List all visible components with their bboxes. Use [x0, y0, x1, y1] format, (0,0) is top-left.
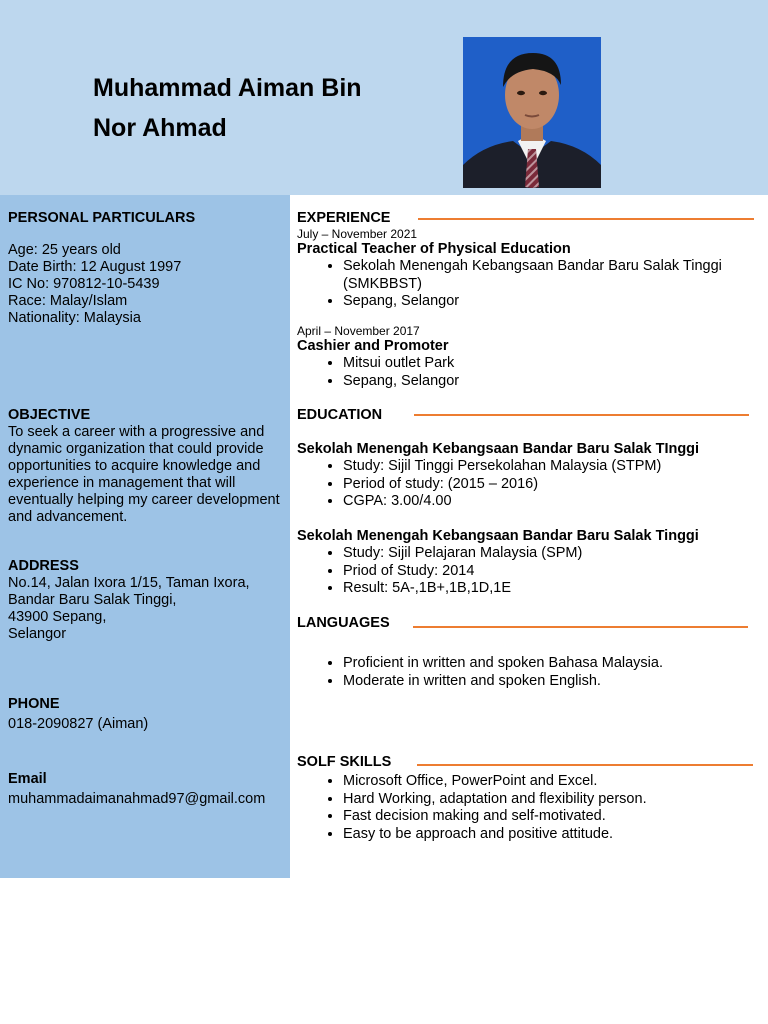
skill-bullet: • Fast decision making and self-motivated. — [343, 808, 762, 826]
skill-bullet: • Microsoft Office, PowerPoint and Excel. — [343, 773, 762, 791]
profile-photo — [463, 37, 601, 188]
school-bullet: • Study: Sijil Tinggi Persekolahan Malaysia (STPM) — [343, 458, 762, 476]
personal-race: Race: Malay/Islam — [8, 293, 128, 309]
personal-age: Age: 25 years old — [8, 242, 121, 258]
education-school-2 — [297, 528, 762, 598]
phone-title: PHONE — [8, 696, 60, 712]
skill-bullets — [297, 773, 762, 843]
job-date: April – November 2017 — [297, 324, 420, 338]
email-section — [8, 771, 286, 808]
skills-divider — [417, 764, 753, 766]
language-bullet: • Moderate in written and spoken English. — [343, 673, 762, 691]
languages-title: LANGUAGES — [297, 615, 390, 631]
experience-title: EXPERIENCE — [297, 210, 391, 226]
language-bullets — [297, 655, 762, 690]
phone-section — [8, 696, 286, 733]
job-bullet: • Mitsui outlet Park — [343, 355, 762, 373]
job-bullet: • Sepang, Selangor — [343, 293, 762, 311]
address-line: Bandar Baru Salak Tinggi, — [8, 592, 177, 608]
languages-divider — [413, 626, 748, 628]
job-bullets — [297, 355, 762, 390]
candidate-name — [93, 68, 362, 148]
language-bullet: • Proficient in written and spoken Bahasa Malaysia. — [343, 655, 762, 673]
school-bullet: • Priod of Study: 2014 — [343, 563, 762, 581]
personal-particulars-title: PERSONAL PARTICULARS — [8, 210, 196, 226]
address-title: ADDRESS — [8, 558, 79, 574]
name-line-1: Muhammad Aiman Bin — [93, 74, 362, 102]
skill-bullet: • Easy to be approach and positive attitude. — [343, 826, 762, 844]
school-bullet: • Result: 5A-,1B+,1B,1D,1E — [343, 580, 762, 598]
skills-title: SOLF SKILLS — [297, 754, 392, 770]
email-title: Email — [8, 771, 47, 787]
job-role: Cashier and Promoter — [297, 338, 449, 354]
address-line: 43900 Sepang, — [8, 609, 107, 625]
education-title: EDUCATION — [297, 407, 383, 423]
job-bullets — [297, 258, 762, 311]
personal-dob: Date Birth: 12 August 1997 — [8, 259, 182, 275]
address-line: No.14, Jalan Ixora 1/15, Taman Ixora, — [8, 575, 250, 591]
address-section — [8, 558, 286, 643]
experience-job-1 — [297, 227, 762, 311]
school-bullet: • Study: Sijil Pelajaran Malaysia (SPM) — [343, 545, 762, 563]
skill-bullet: • Hard Working, adaptation and flexibility person. — [343, 791, 762, 809]
school-bullet: • CGPA: 3.00/4.00 — [343, 493, 762, 511]
personal-particulars-section — [8, 210, 286, 327]
email-address: muhammadaimanahmad97@gmail.com — [8, 791, 266, 807]
languages-section — [297, 655, 762, 690]
left-sidebar — [0, 195, 290, 878]
education-school-1 — [297, 441, 762, 511]
school-bullets — [297, 458, 762, 511]
header-band — [0, 0, 768, 195]
objective-title: OBJECTIVE — [8, 407, 91, 423]
personal-nationality: Nationality: Malaysia — [8, 310, 141, 326]
skills-section — [297, 773, 762, 843]
objective-section — [8, 407, 286, 526]
name-line-2: Nor Ahmad — [93, 114, 227, 142]
job-bullet: • Sekolah Menengah Kebangsaan Bandar Baru Salak Tinggi (SMKBBST) — [343, 258, 762, 293]
experience-job-2 — [297, 324, 762, 390]
job-bullet: • Sepang, Selangor — [343, 373, 762, 391]
address-line: Selangor — [8, 626, 67, 642]
education-divider — [414, 414, 749, 416]
job-role: Practical Teacher of Physical Education — [297, 241, 571, 257]
school-bullet: • Period of study: (2015 – 2016) — [343, 476, 762, 494]
school-bullets — [297, 545, 762, 598]
personal-ic: IC No: 970812-10-5439 — [8, 276, 160, 292]
school-name: Sekolah Menengah Kebangsaan Bandar Baru Salak Tinggi — [297, 528, 699, 544]
school-name: Sekolah Menengah Kebangsaan Bandar Baru Salak TInggi — [297, 441, 700, 457]
experience-divider — [418, 218, 754, 220]
phone-number: 018-2090827 (Aiman) — [8, 716, 149, 732]
job-date: July – November 2021 — [297, 227, 418, 241]
objective-text: To seek a career with a progressive and dynamic organization that could provide opportunities to acquire knowledge and experience in management that will eventually helping my career development and advancement. — [8, 424, 280, 525]
